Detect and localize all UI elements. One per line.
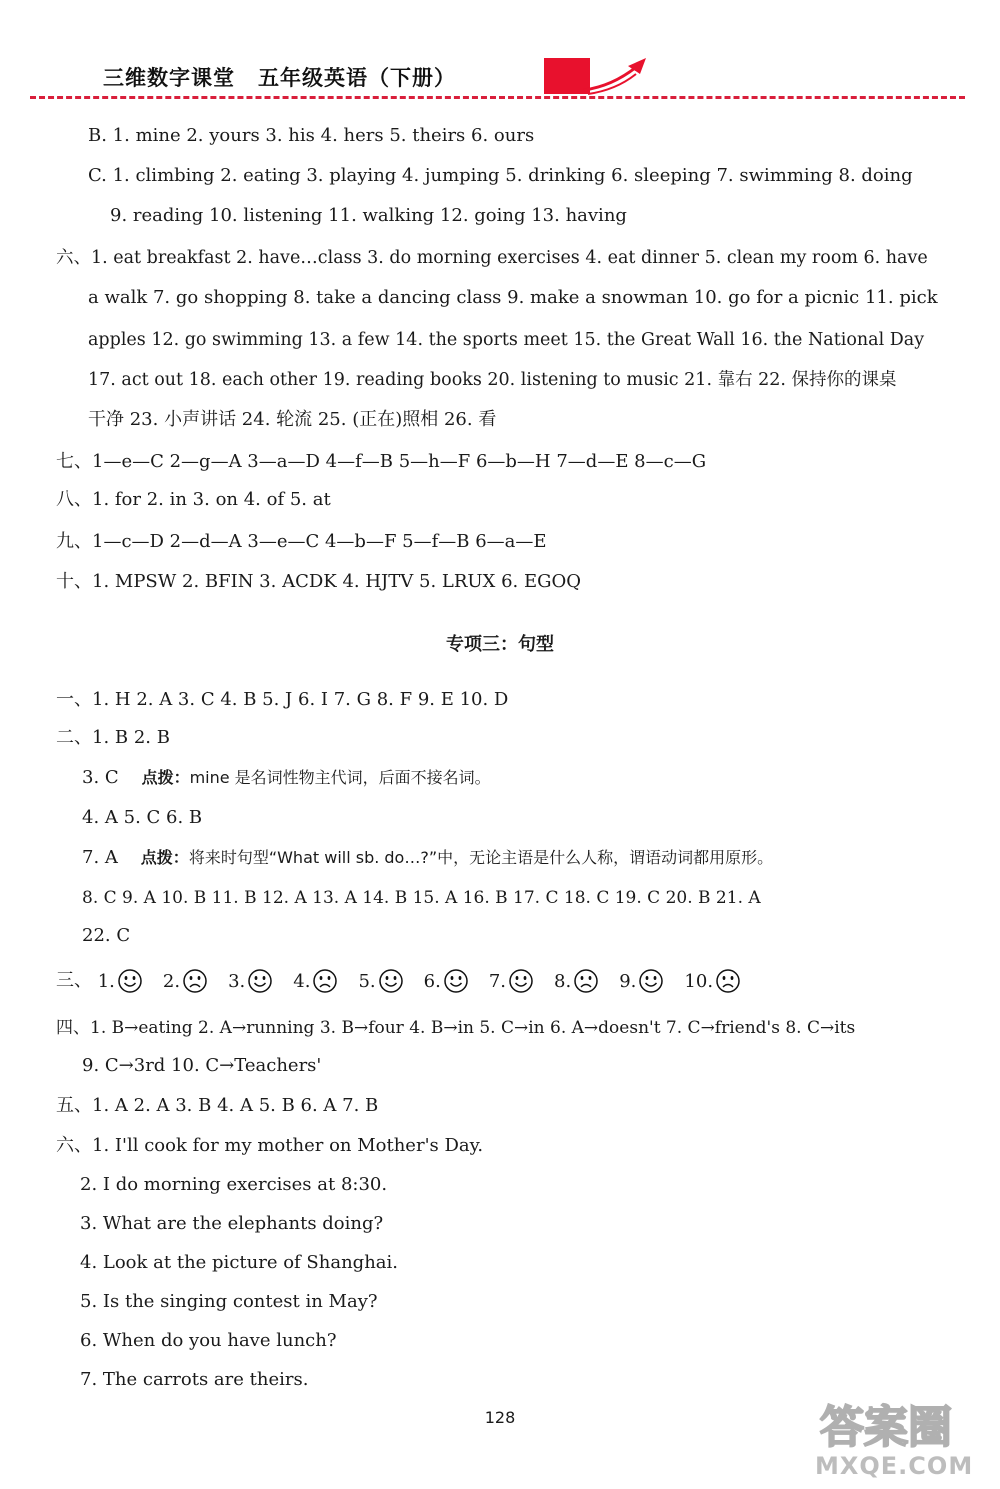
face-number: 4. <box>293 970 311 992</box>
series-title: 三维数字课堂 <box>103 66 235 90</box>
face-number: 2. <box>162 970 181 992</box>
answer-line-b: B. 1. mine 2. yours 3. his 4. hers 5. theirs 6. ours <box>88 125 535 146</box>
face-answer <box>358 968 403 994</box>
face-answer <box>424 968 469 994</box>
answer-line-8: 八、1. for 2. in 3. on 4. of 5. at <box>56 489 331 510</box>
face-answer <box>293 968 338 994</box>
face-number: 7. <box>488 970 507 992</box>
face-answer <box>554 968 599 994</box>
sec-answer-9: 9. C→3rd 10. C→Teachers' <box>82 1055 322 1076</box>
smiley-sad-icon <box>182 968 208 994</box>
answer-line-6-cont1: a walk 7. go shopping 8. take a dancing class 9. make a snowman 10. go for a picnic 11. pick <box>88 287 938 308</box>
tip-label: 点拨： <box>140 848 189 867</box>
tip-text: mine 是名词性物主代词，后面不接名词。 <box>189 768 491 787</box>
watermark-url: MXQE.COM <box>815 1452 974 1480</box>
watermark-cn: 答案圈 <box>820 1402 952 1453</box>
sec-answer-3-value: 3. C <box>82 767 119 788</box>
face-number: 1. <box>97 970 115 992</box>
section-title: 专项三：句型 <box>446 634 554 655</box>
face-number: 9. <box>619 970 637 992</box>
sec-answer-8: 四、1. B→eating 2. A→running 3. B→four 4. B→in 5. C→in 6. A→doesn't 7. C→friend's 8. C→its <box>56 1018 856 1038</box>
sec-answer-1: 一、1. H 2. A 3. C 4. B 5. J 6. I 7. G 8. F 9. E 10. D <box>56 689 509 710</box>
smiley-sad-icon <box>573 968 599 994</box>
sec-answer-6: 8. C 9. A 10. B 11. B 12. A 13. A 14. B 15. A 16. B 17. C 18. C 19. C 20. B 21. A <box>82 888 761 908</box>
tip-label: 点拨： <box>141 768 190 787</box>
page-number: 128 <box>484 1408 516 1427</box>
sentence-1: 六、1. I'll cook for my mother on Mother's Day. <box>56 1135 484 1156</box>
face-number: 5. <box>358 970 376 992</box>
smiley-happy-icon <box>638 968 664 994</box>
face-number: 10. <box>684 970 714 992</box>
sentence-2: 2. I do morning exercises at 8:30. <box>80 1174 388 1195</box>
face-answer <box>98 968 143 994</box>
face-answer <box>619 968 664 994</box>
face-answer <box>163 968 208 994</box>
face-answer <box>684 968 741 994</box>
page-header <box>0 0 1000 100</box>
sec-answer-2: 二、1. B 2. B <box>56 727 170 748</box>
sec-answer-4: 4. A 5. C 6. B <box>82 807 203 828</box>
face-answer <box>489 968 534 994</box>
sentence-4: 4. Look at the picture of Shanghai. <box>80 1252 398 1273</box>
sec-answer-3 <box>82 766 491 790</box>
face-number: 6. <box>423 970 441 992</box>
answer-line-9: 九、1—c—D 2—d—A 3—e—C 4—b—F 5—f—B 6—a—E <box>56 531 547 552</box>
smiley-sad-icon <box>312 968 338 994</box>
answer-line-6-cont3: 17. act out 18. each other 19. reading books 20. listening to music 21. 靠右 22. 保持你的课桌 <box>88 370 897 390</box>
sec-answer-7: 22. C <box>82 925 131 946</box>
smiley-happy-icon <box>508 968 534 994</box>
smiley-happy-icon <box>443 968 469 994</box>
face-number: 3. <box>228 970 246 992</box>
smiley-sad-icon <box>715 968 741 994</box>
answer-line-c: C. 1. climbing 2. eating 3. playing 4. jumping 5. drinking 6. sleeping 7. swimming 8. doing <box>88 165 913 186</box>
sentence-6: 6. When do you have lunch? <box>80 1330 337 1351</box>
answer-line-6-cont4: 干净 23. 小声讲话 24. 轮流 25. (正在)照相 26. 看 <box>88 409 497 430</box>
sentence-5: 5. Is the singing contest in May? <box>80 1291 378 1312</box>
book-title: 五年级英语（下册） <box>258 66 456 90</box>
smiley-happy-icon <box>117 968 143 994</box>
smiley-happy-icon <box>247 968 273 994</box>
answer-line-6-cont2: apples 12. go swimming 13. a few 14. the sports meet 15. the Great Wall 16. the National Day <box>88 330 925 350</box>
faces-prefix: 三、 <box>56 970 92 991</box>
sec-answer-10: 五、1. A 2. A 3. B 4. A 5. B 6. A 7. B <box>56 1095 379 1116</box>
face-answer <box>228 968 273 994</box>
tip-text: 将来时句型“What will sb. do…?”中，无论主语是什么人称，谓语动词都用原形。 <box>188 848 774 867</box>
answer-line-7: 七、1—e—C 2—g—A 3—a—D 4—f—B 5—h—F 6—b—H 7—d—E 8—c—G <box>56 451 707 472</box>
sec-answer-5-value: 7. A <box>82 847 118 868</box>
face-number: 8. <box>554 970 572 992</box>
header-divider <box>30 96 965 99</box>
answer-line-c-cont: 9. reading 10. listening 11. walking 12. going 13. having <box>110 205 627 226</box>
sentence-7: 7. The carrots are theirs. <box>80 1369 309 1390</box>
sec-answer-5 <box>82 846 773 870</box>
answer-line-6: 六、1. eat breakfast 2. have…class 3. do morning exercises 4. eat dinner 5. clean my room 6. have <box>56 248 928 268</box>
faces-row <box>56 966 761 1000</box>
smiley-happy-icon <box>378 968 404 994</box>
sentence-3: 3. What are the elephants doing? <box>80 1213 384 1234</box>
rocket-logo-icon <box>544 56 654 100</box>
answer-line-10: 十、1. MPSW 2. BFIN 3. ACDK 4. HJTV 5. LRUX 6. EGOQ <box>56 571 582 592</box>
